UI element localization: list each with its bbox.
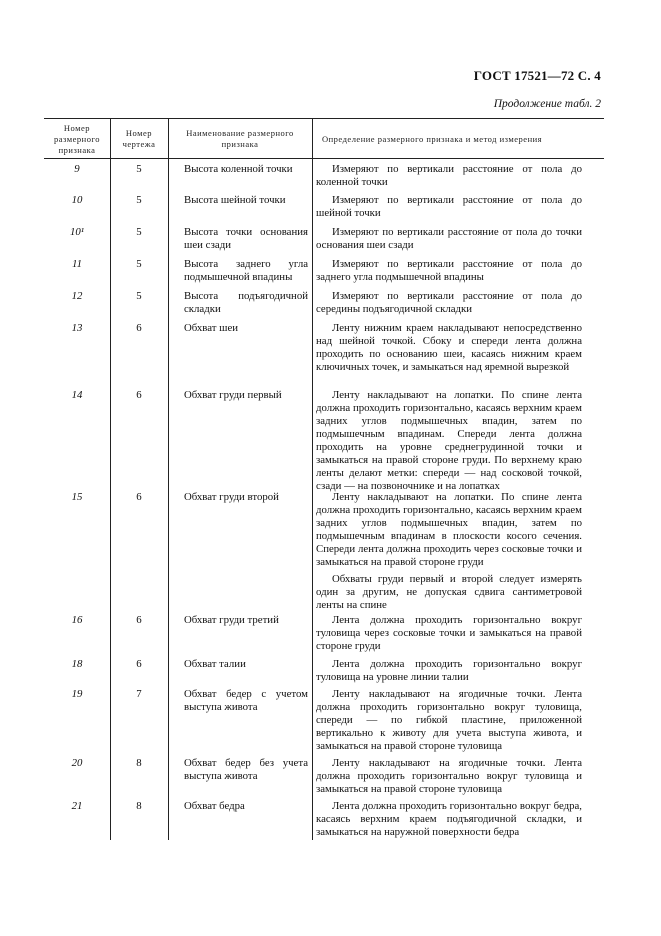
- column-header-definition: Определение размерного признака и метод измерения: [322, 134, 543, 144]
- row-drawing-number: 5: [136, 290, 142, 302]
- row-feature-name: Обхват бедер без учета выступа живота: [184, 757, 308, 782]
- column-header-number: Номер размерного признака: [54, 123, 100, 155]
- table-header-rule: [44, 158, 604, 159]
- row-drawing-number: 6: [136, 658, 142, 670]
- row-feature-name: Высота коленной точки: [184, 163, 293, 175]
- row-feature-name: Обхват бедер с учетом выступа живота: [184, 688, 308, 713]
- row-number: 16: [71, 614, 83, 626]
- row-number: 10: [71, 194, 83, 206]
- row-definition: Лента должна проходить горизонтально вокруг бедра, касаясь верхним краем подъягодичной складки, и замыкаться на наружной поверхности бедра: [316, 800, 582, 838]
- row-feature-name: Высота подъягодичной складки: [184, 290, 308, 315]
- row-feature-name: Обхват талии: [184, 658, 246, 670]
- table-top-rule: [44, 118, 604, 119]
- column-header-drawing: Номер чертежа: [122, 128, 156, 149]
- row-feature-name: Обхват груди третий: [184, 614, 279, 626]
- row-definition: Измеряют по вертикали расстояние от пола до коленной точки: [316, 163, 582, 188]
- row-drawing-number: 8: [136, 800, 142, 812]
- row-drawing-number: 5: [136, 226, 142, 238]
- row-number: 18: [71, 658, 83, 670]
- column-divider: [312, 118, 313, 840]
- row-number: 12: [71, 290, 83, 302]
- row-number: 11: [72, 258, 82, 270]
- row-definition: Измеряют по вертикали расстояние от пола до середины подъягодичной складки: [316, 290, 582, 315]
- row-definition: Лента должна проходить горизонтально вокруг туловища на уровне линии талии: [316, 658, 582, 683]
- row-definition: Ленту накладывают на лопатки. По спине лента должна проходить горизонтально, касаясь верхним краем задних углов подмышечных впадин, затем по подмышечным впадинам в плоскости косого сечения. Спереди лента должна проходить через сосковые точки и замыкаться на правой стороне груди: [316, 491, 582, 568]
- row-feature-name: Высота точки основания шеи сзади: [184, 226, 308, 251]
- row-feature-name: Обхват груди первый: [184, 389, 282, 401]
- row-number: 21: [71, 800, 83, 812]
- row-drawing-number: 6: [136, 389, 142, 401]
- row-drawing-number: 6: [136, 322, 142, 334]
- column-header-name: Наименование размерного признака: [186, 128, 294, 149]
- row-definition-note: Обхваты груди первый и второй следует измерять один за другим, не допуская сдвига сантиметровой ленты на спине: [316, 573, 582, 611]
- table-continuation-label: Продолжение табл. 2: [493, 98, 601, 110]
- column-divider: [168, 118, 169, 840]
- row-definition: Измеряют по вертикали расстояние от пола до заднего угла подмышечной впадины: [316, 258, 582, 283]
- row-number: 10¹: [69, 226, 85, 238]
- row-number: 13: [71, 322, 83, 334]
- row-number: 20: [71, 757, 83, 769]
- row-drawing-number: 8: [136, 757, 142, 769]
- row-definition: Измеряют по вертикали расстояние от пола до точки основания шеи сзади: [316, 226, 582, 251]
- row-number: 19: [71, 688, 83, 700]
- row-number: 15: [71, 491, 83, 503]
- row-drawing-number: 6: [136, 614, 142, 626]
- row-feature-name: Обхват шеи: [184, 322, 239, 334]
- row-feature-name: Обхват груди второй: [184, 491, 279, 503]
- row-drawing-number: 5: [136, 194, 142, 206]
- row-drawing-number: 5: [136, 163, 142, 175]
- document-code: ГОСТ 17521—72 С. 4: [473, 68, 601, 83]
- row-definition: Ленту накладывают на ягодичные точки. Лента должна проходить горизонтально вокруг туловища, спереди — по гибкой пластине, приложенной вертикально к животу для учета выступа живота, и замыкаться на правой стороне туловища: [316, 688, 582, 752]
- row-definition: Ленту нижним краем накладывают непосредственно над шейной точкой. Сбоку и спереди лента должна проходить по основанию шеи, касаясь нижним краем ключичных точек, и замыкаться над яремной вырезкой: [316, 322, 582, 373]
- row-definition: Измеряют по вертикали расстояние от пола до шейной точки: [316, 194, 582, 219]
- row-number: 14: [71, 389, 83, 401]
- row-definition: Ленту накладывают на ягодичные точки. Лента должна проходить горизонтально вокруг туловища и замыкаться на правой стороне туловища: [316, 757, 582, 795]
- row-drawing-number: 6: [136, 491, 142, 503]
- row-drawing-number: 5: [136, 258, 142, 270]
- row-drawing-number: 7: [136, 688, 142, 700]
- row-number: 9: [74, 163, 80, 175]
- row-definition: Лента должна проходить горизонтально вокруг туловища через сосковые точки и замыкаться на правой стороне груди: [316, 614, 582, 652]
- row-feature-name: Высота заднего угла подмышечной впадины: [184, 258, 308, 283]
- row-definition: Ленту накладывают на лопатки. По спине лента должна проходить горизонтально, касаясь верхним краем задних углов подмышечных впадин, затем по подмышечным впадинам. Спереди лента должна проходить на уровне среднегрудинной точки и замыкаться на правой стороне груди. По верхнему краю ленты делают метки: спереди — над сосковой точкой, сзади — на позвоночнике и на лопатках: [316, 389, 582, 492]
- row-feature-name: Высота шейной точки: [184, 194, 286, 206]
- row-feature-name: Обхват бедра: [184, 800, 245, 812]
